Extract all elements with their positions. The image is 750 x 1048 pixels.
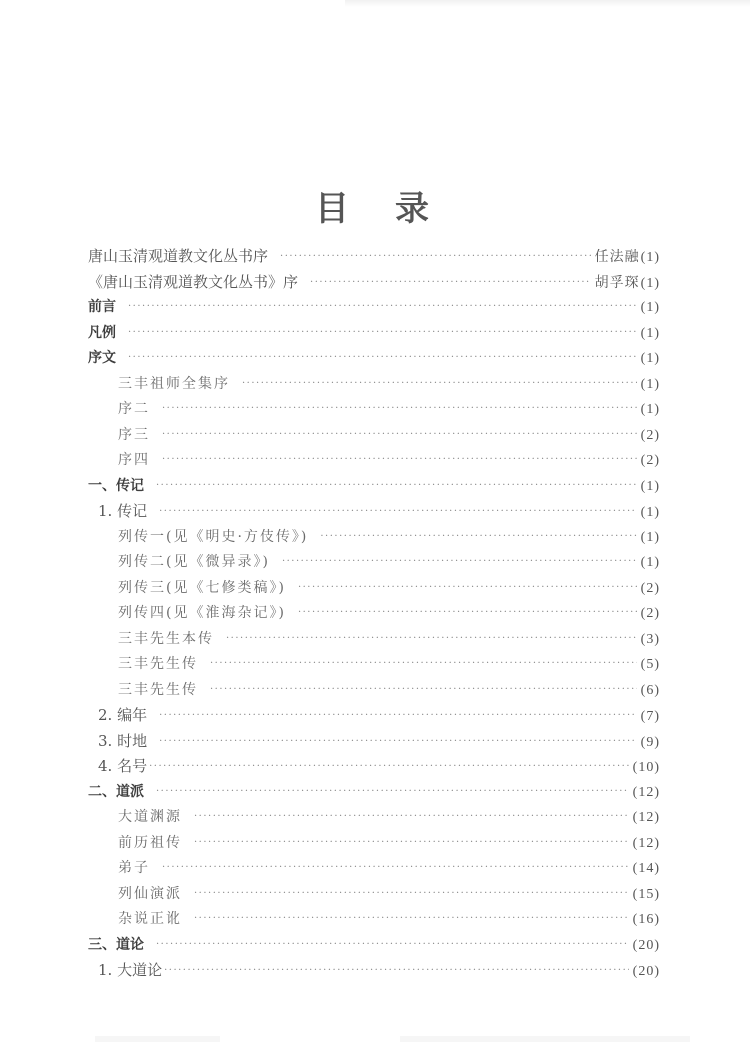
toc-entry[interactable] (88, 703, 660, 729)
toc-entry-page-number: (1) (640, 300, 660, 315)
toc-leader-dots (164, 958, 629, 984)
toc-entry-title: 三丰先生传 (118, 656, 198, 672)
toc-entry[interactable] (88, 780, 660, 806)
toc-entry-page-number: (9) (640, 734, 660, 750)
toc-entry[interactable] (88, 270, 660, 296)
toc-entry-title: 三、道论 (88, 936, 144, 953)
toc-entry-title: 序文 (88, 350, 116, 366)
toc-entry-title: 4. 名号 (98, 757, 148, 775)
toc-entry[interactable] (88, 499, 660, 525)
toc-entry-page-number: (6) (640, 682, 660, 698)
toc-entry-title: 大道渊源 (118, 809, 182, 825)
toc-entry-title: 列传三(见《七修类稿》) (118, 579, 286, 596)
toc-entry-page-number: (16) (632, 912, 660, 927)
toc-entry-title: 三丰祖师全集序 (118, 375, 230, 392)
toc-entry[interactable] (88, 525, 660, 551)
toc-leader-dots (128, 294, 637, 320)
toc-entry[interactable] (88, 882, 660, 908)
toc-entry[interactable] (88, 474, 660, 500)
toc-entry-title: 序二 (118, 401, 150, 417)
toc-entry-title: 1. 大道论 (98, 961, 163, 979)
toc-entry-title: 列传二(见《微异录》) (118, 554, 270, 570)
toc-leader-dots (194, 830, 629, 856)
toc-leader-dots (282, 549, 637, 575)
toc-entry[interactable] (88, 678, 660, 704)
toc-leader-dots (159, 729, 637, 755)
toc-entry-page-number: (2) (640, 427, 660, 443)
toc-entry[interactable] (88, 244, 660, 270)
toc-entry-title: 2. 编年 (98, 706, 148, 724)
toc-leader-dots (156, 932, 629, 958)
toc-entry-page-number: (12) (632, 810, 660, 825)
toc-entry[interactable] (88, 729, 660, 755)
toc-leader-dots (242, 371, 637, 397)
toc-entry[interactable] (88, 907, 660, 933)
toc-entry-page-number: (10) (632, 760, 660, 775)
toc-entry-page-number: (20) (632, 964, 660, 979)
toc-entry[interactable] (88, 601, 660, 627)
toc-entry-page-number: (15) (632, 886, 660, 902)
toc-entry-page-number: (1) (640, 376, 660, 392)
toc-leader-dots (210, 651, 637, 677)
toc-entry-title: 二、道派 (88, 783, 144, 800)
toc-entry-page-number: (2) (640, 606, 660, 621)
toc-leader-dots (128, 320, 637, 346)
toc-entry[interactable] (88, 933, 660, 959)
toc-entry[interactable] (88, 372, 660, 398)
toc-entry[interactable] (88, 321, 660, 347)
toc-leader-dots (159, 499, 637, 525)
toc-entry[interactable] (88, 423, 660, 449)
toc-entry[interactable] (88, 856, 660, 882)
toc-entry[interactable] (88, 958, 660, 984)
toc-entry-page-number: (12) (632, 784, 660, 800)
toc-leader-dots (156, 779, 629, 805)
toc-leader-dots (310, 270, 591, 296)
page-title: 目录 (315, 188, 475, 229)
toc-entry-title: 1. 传记 (98, 502, 148, 520)
toc-entry-author: 胡孚琛 (594, 274, 640, 291)
toc-entry[interactable] (88, 754, 660, 780)
toc-leader-dots (156, 473, 637, 499)
toc-leader-dots (280, 244, 591, 270)
scan-bottom-artifact (0, 1034, 750, 1048)
toc-entry-page-number: (1) (640, 555, 660, 570)
toc-entry[interactable] (88, 397, 660, 423)
toc-entry-page-number: (1) (640, 402, 660, 417)
toc-leader-dots (149, 754, 629, 780)
toc-entry-title: 三丰先生传 (118, 681, 198, 698)
toc-leader-dots (194, 906, 629, 932)
toc-leader-dots (162, 396, 637, 422)
toc-entry-page-number: (1) (640, 505, 660, 520)
toc-entry[interactable] (88, 627, 660, 653)
toc-entry-title: 一、传记 (88, 477, 144, 494)
toc-entry[interactable] (88, 652, 660, 678)
toc-entry-page-number: (5) (640, 657, 660, 672)
toc-leader-dots (298, 575, 637, 601)
toc-entry-page-number: (2) (640, 580, 660, 596)
toc-entry-page-number: (1) (640, 275, 660, 291)
toc-entry-title: 三丰先生本传 (118, 630, 214, 647)
toc-entry-title: 前历祖传 (118, 834, 182, 851)
toc-entry-page-number: (20) (632, 937, 660, 953)
toc-entry[interactable] (88, 550, 660, 576)
toc-entry[interactable] (88, 448, 660, 474)
toc-entry-author: 任法融 (594, 249, 640, 265)
toc-leader-dots (226, 626, 637, 652)
toc-leader-dots (159, 703, 637, 729)
toc-entry-title: 序四 (118, 452, 150, 468)
toc-entry-page-number: (1) (640, 478, 660, 494)
table-of-contents (88, 244, 660, 984)
toc-leader-dots (162, 855, 629, 881)
toc-entry-page-number: (1) (640, 351, 660, 366)
toc-entry[interactable] (88, 805, 660, 831)
toc-entry-page-number: (1) (640, 529, 660, 545)
toc-entry-page-number: (3) (640, 631, 660, 647)
toc-leader-dots (320, 524, 636, 550)
toc-entry-title: 列仙演派 (118, 885, 182, 902)
toc-entry-title: 列传一(见《明史·方伎传》) (118, 528, 309, 545)
toc-entry-title: 《唐山玉清观道教文化丛书》序 (88, 272, 299, 291)
scan-edge-artifact (345, 0, 750, 7)
toc-leader-dots (210, 677, 637, 703)
toc-entry-page-number: (1) (640, 325, 660, 341)
toc-leader-dots (194, 804, 629, 830)
toc-entry-title: 前言 (88, 299, 116, 315)
toc-entry-title: 唐山玉清观道教文化丛书序 (88, 247, 269, 265)
toc-entry[interactable] (88, 295, 660, 321)
toc-entry[interactable] (88, 831, 660, 857)
toc-leader-dots (194, 881, 629, 907)
toc-entry-page-number: (7) (640, 709, 660, 724)
toc-entry[interactable] (88, 346, 660, 372)
toc-entry-page-number: (2) (640, 453, 660, 468)
toc-entry-title: 序三 (118, 426, 150, 443)
toc-entry-title: 弟子 (118, 860, 150, 876)
toc-entry-title: 列传四(见《淮海杂记》) (118, 605, 286, 621)
toc-entry-title: 杂说正讹 (118, 911, 182, 927)
toc-leader-dots (128, 345, 637, 371)
toc-entry-page-number: (14) (632, 861, 660, 876)
toc-entry-title: 3. 时地 (98, 731, 148, 750)
toc-leader-dots (162, 447, 637, 473)
toc-entry[interactable] (88, 576, 660, 602)
toc-entry-page-number: (1) (640, 250, 660, 265)
toc-entry-title: 凡例 (88, 324, 116, 341)
toc-leader-dots (298, 600, 637, 626)
toc-leader-dots (162, 422, 637, 448)
toc-entry-page-number: (12) (632, 835, 660, 851)
